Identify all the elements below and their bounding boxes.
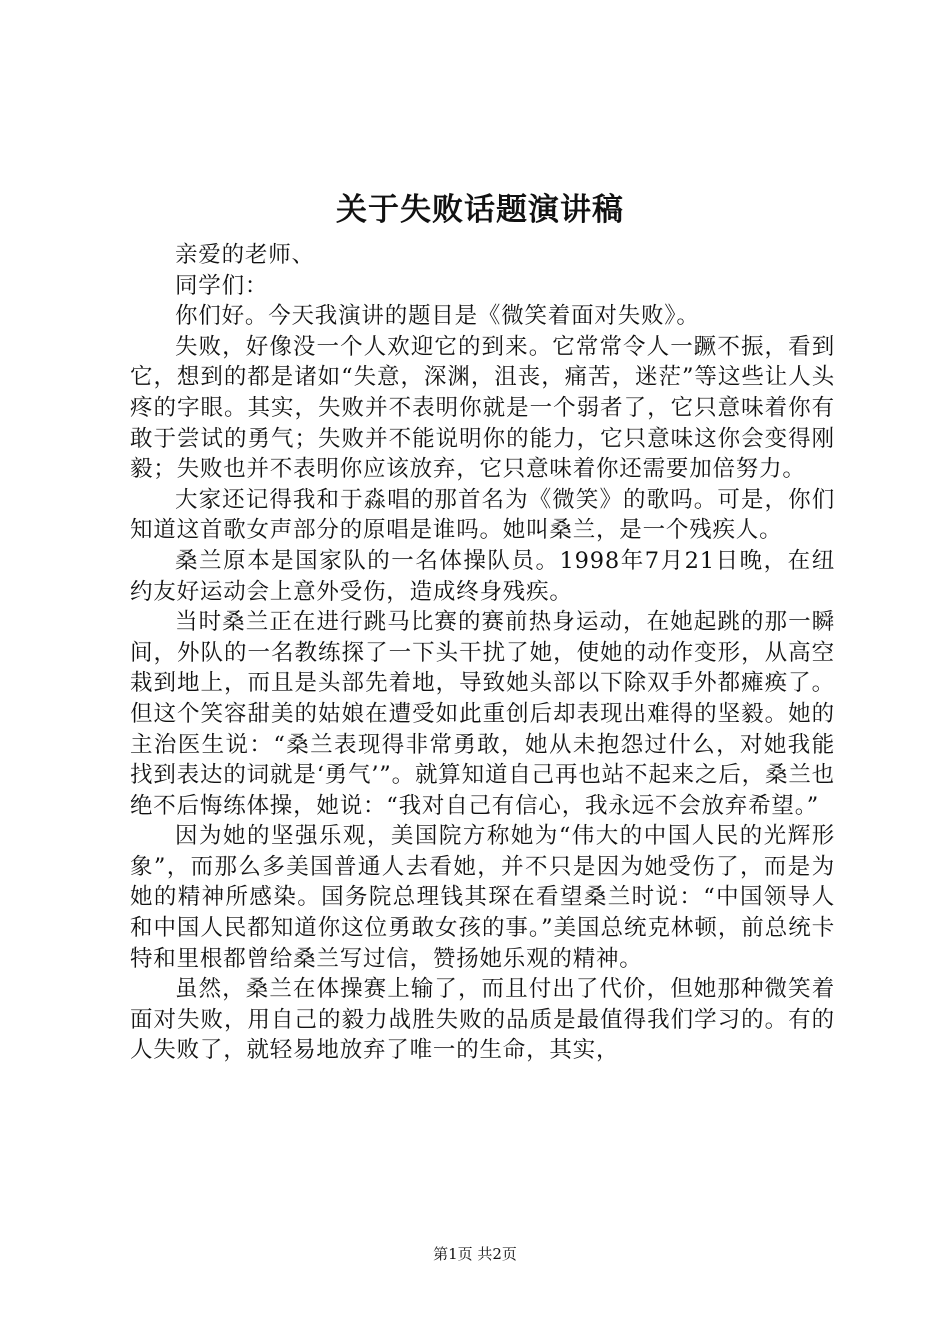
paragraph-song-question: 大家还记得我和于淼唱的那首名为《微笑》的歌吗。可是，你们知道这首歌女声部分的原唱是谁吗。她叫桑兰，是一个残疾人。 bbox=[130, 486, 835, 544]
paragraph-praise: 因为她的坚强乐观，美国院方称她为“伟大的中国人民的光辉形象”，而那么多美国普通人去看她，并不只是因为她受伤了，而是为她的精神所感染。国务院总理钱其琛在看望桑兰时说：“中国领导人和中国人民都知道你这位勇敢女孩的事。”美国总统克林顿，前总统卡特和里根都曾给桑兰写过信，赞扬她乐观的精神。 bbox=[130, 823, 835, 972]
document-title: 关于失败话题演讲稿 bbox=[336, 192, 624, 228]
page-number-footer: 第1页 共2页 bbox=[433, 1245, 517, 1263]
paragraph-lesson: 虽然，桑兰在体操赛上输了，而且付出了代价，但她那种微笑着面对失败，用自己的毅力战胜失败的品质是最值得我们学习的。有的人失败了，就轻易地放弃了唯一的生命，其实， bbox=[130, 976, 835, 1064]
paragraph-greeting-students: 同学们： bbox=[175, 272, 269, 299]
paragraph-opening: 你们好。今天我演讲的题目是《微笑着面对失败》。 bbox=[175, 303, 700, 330]
paragraph-sanglan-injury: 桑兰原本是国家队的一名体操队员。1998年7月21日晚，在纽约友好运动会上意外受伤，造成终身残疾。 bbox=[130, 547, 835, 605]
paragraph-greeting-teachers: 亲爱的老师、 bbox=[175, 242, 315, 268]
document-body bbox=[130, 240, 835, 1066]
paragraph-failure-meaning: 失败，好像没一个人欢迎它的到来。它常常令人一蹶不振，看到它，想到的都是诸如“失意，深渊，沮丧，痛苦，迷茫”等这些让人头疼的字眼。其实，失败并不表明你就是一个弱者了，它只意味着你有敢于尝试的勇气；失败并不能说明你的能力，它只意味这你会变得刚毅；失败也并不表明你应该放弃，它只意味着你还需要加倍努力。 bbox=[130, 333, 835, 483]
paragraph-accident-story: 当时桑兰正在进行跳马比赛的赛前热身运动，在她起跳的那一瞬间，外队的一名教练探了一下头干扰了她，使她的动作变形，从高空栽到地上，而且是头部先着地，导致她头部以下除双手外都瘫痪了。但这个笑容甜美的姑娘在遭受如此重创后却表现出难得的坚毅。她的主治医生说：“桑兰表现得非常勇敢，她从未抱怨过什么，对她我能找到表达的词就是‘勇气’”。就算知道自己再也站不起来之后，桑兰也绝不后悔练体操，她说：“我对自己有信心，我永远不会放弃希望。” bbox=[130, 609, 835, 819]
